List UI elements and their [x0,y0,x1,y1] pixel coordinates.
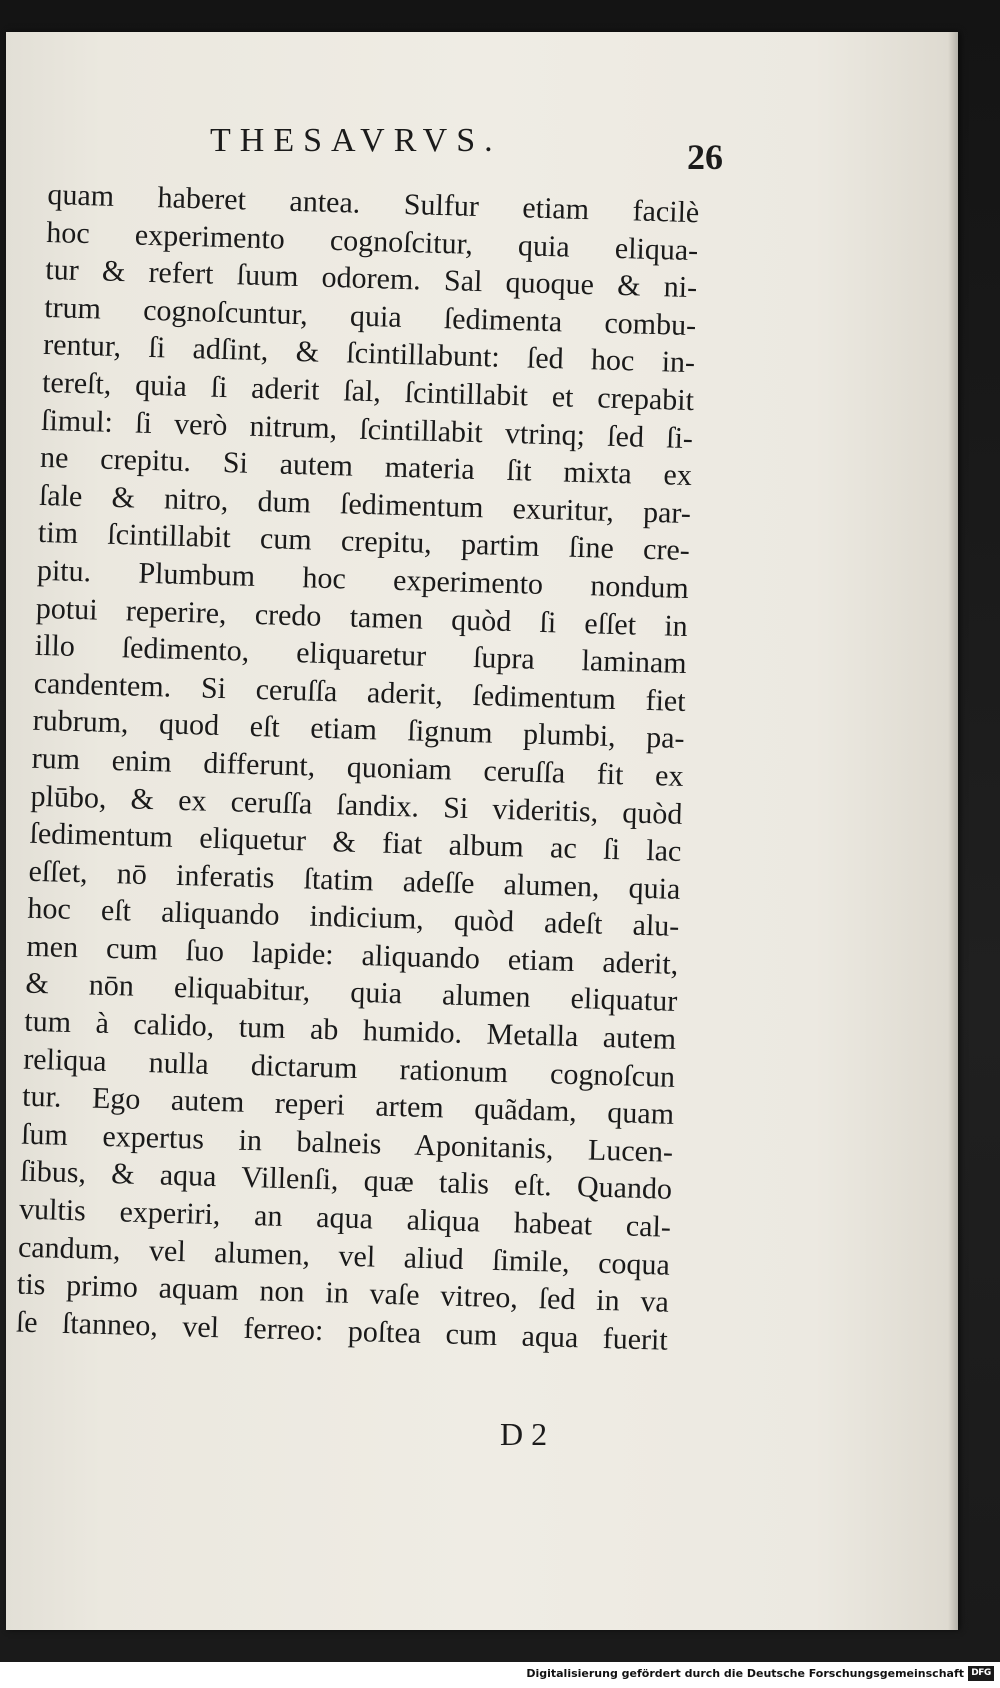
text-line: ſedimentum eliquetur & fiat album ac ſi lac [29,816,682,869]
running-head: THESAVRVS. [210,122,502,159]
text-line: reliqua nulla dictarum rationum cognoſcun [22,1042,676,1094]
text-line: candum, vel alumen, vel aliud ſimile, coqua [17,1230,671,1282]
text-line: ne crepitu. Si autem materia ſit mixta ex [39,441,693,493]
text-line: rubrum, quod eſt etiam ſignum plumbi, pa- [32,704,685,756]
text-line: trum cognoſcuntur, quia ſedimenta combu- [43,290,697,342]
text-line: hoc experimento cognoſcitur, quia eliqua- [45,215,699,267]
text-line: illo ſedimento, eliquaretur ſupra laminam [34,628,688,681]
text-line: & nōn eliquabitur, quia alumen eliquatur [24,967,678,1019]
page-edge-shadow [948,32,958,1630]
signature-mark: D 2 [500,1416,548,1452]
text-line: men cum ſuo lapide: aliquando etiam aderit, [26,929,679,981]
text-line: plūbo, & ex ceruſſa ſandix. Si videritis, quòd [30,779,683,831]
text-line: rentur, ſi adſint, & ſcintillabunt: ſed hoc in- [42,328,696,380]
text-line: tis primo aquam non in vaſe vitreo, ſed in va [16,1267,670,1319]
text-line: tereſt, quia ſi aderit ſal, ſcintillabit et crepabit [41,365,695,418]
page-number: 26 [687,137,723,177]
text-line: potui reperire, credo tamen quòd ſi eſſet in [35,591,689,643]
text-line: tur. Ego autem reperi artem quãdam, quam [21,1079,675,1132]
text-line: ſibus, & aqua Villenſi, quæ talis eſt. Quando [19,1155,673,1207]
text-line: tur & refert ſuum odorem. Sal quoque & ni- [44,253,698,305]
digitization-credit: Digitalisierung gefördert durch die Deutsche Forschungsgemeinschaft [526,1667,964,1680]
text-line: tim ſcintillabit cum crepitu, partim ſine cre- [37,516,691,568]
text-line: quam haberet antea. Sulfur etiam facilè [47,177,700,230]
body-text [15,176,699,1359]
text-line: pitu. Plumbum hoc experimento nondum [36,553,690,605]
text-line: tum à calido, tum ab humido. Metalla autem [23,1004,677,1056]
text-line: rum enim differunt, quoniam ceruſſa fit ex [31,741,684,793]
text-line: ſimul: ſi verò nitrum, ſcintillabit vtrinq; ſed ſi- [40,403,694,455]
text-line: hoc eſt aliquando indicium, quòd adeſt alu- [27,892,680,944]
text-line: candentem. Si ceruſſa aderit, ſedimentum fiet [33,666,687,718]
text-line: ſum expertus in balneis Aponitanis, Lucen- [20,1117,674,1169]
text-line: eſſet, nō inferatis ſtatim adeſſe alumen, quia [28,854,681,906]
text-line: ſale & nitro, dum ſedimentum exuritur, par- [38,478,692,530]
text-line: ſe ſtanneo, vel ferreo: poſtea cum aqua fuerit [15,1305,669,1357]
dfg-logo-icon: DFG [968,1666,994,1681]
text-line: vultis experiri, an aqua aliqua habeat cal- [18,1192,672,1244]
